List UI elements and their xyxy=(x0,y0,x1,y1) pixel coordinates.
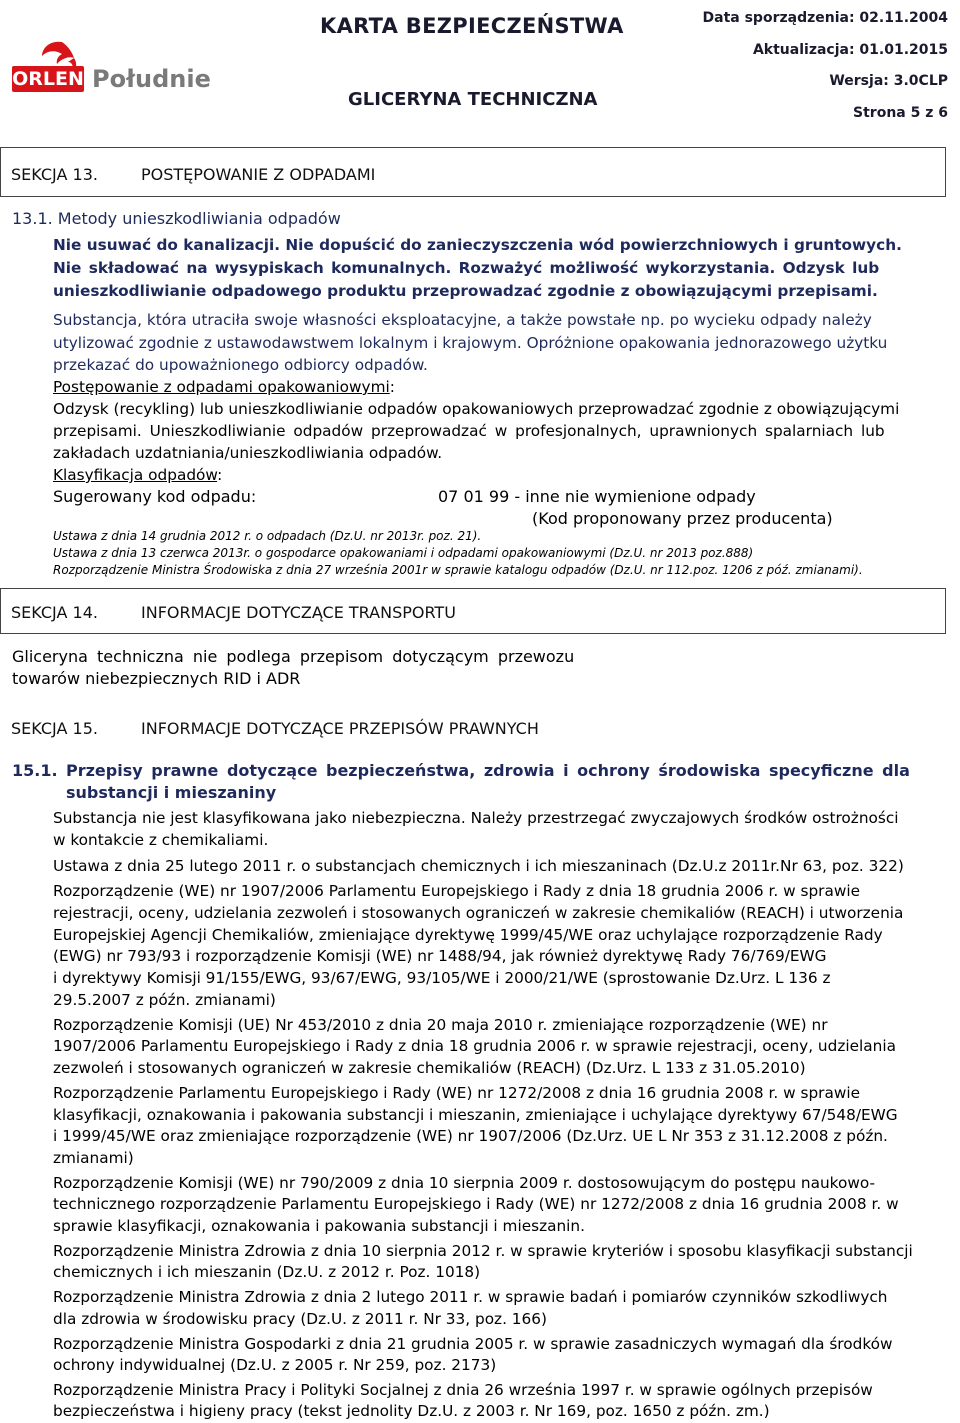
regulation-line: zmianami) xyxy=(53,1149,134,1167)
regulation-line: chemicznych i ich mieszanin (Dz.U. z 2012 r. Poz. 1018) xyxy=(53,1263,481,1281)
regulation-line: 1907/2006 Parlamentu Europejskiego i Rady z dnia 18 grudnia 2006 r. w sprawie rejestracji, oceny, udzielania xyxy=(53,1037,896,1055)
section-number: SEKCJA 13. xyxy=(11,165,98,184)
regulation-line: Substancja nie jest klasyfikowana jako niebezpieczna. Należy przestrzegać zwyczajowych środków ostrożności xyxy=(53,809,899,827)
update-date: Aktualizacja: 01.01.2015 xyxy=(752,42,948,58)
packaging-text-1: Odzysk (recykling) lub unieszkodliwianie odpadów opakowaniowych przeprowadzać zgodnie z obowiązującymi xyxy=(53,400,900,418)
regulation-line: i dyrektywy Komisji 91/155/EWG, 93/67/EWG, 93/105/WE i 2000/21/WE (sprostowanie Dz.Urz. L 136 z xyxy=(53,969,831,987)
regulation-line: ochrony indywidualnej (Dz.U. z 2005 r. Nr 259, poz. 2173) xyxy=(53,1356,497,1374)
section-number: SEKCJA 15. xyxy=(11,719,98,738)
packaging-text-2: przepisami. Unieszkodliwianie odpadów przeprowadzać w profesjonalnych, uprawnionych spalarniach lub xyxy=(53,422,885,440)
section-title: INFORMACJE DOTYCZĄCE TRANSPORTU xyxy=(141,603,456,622)
regulation-line: bezpieczeństwa i higieny pracy (tekst jednolity Dz.U. z 2003 r. Nr 169, poz. 1650 z późn. zm.) xyxy=(53,1402,770,1420)
regulation-line: Rozporządzenie Ministra Gospodarki z dnia 21 grudnia 2005 r. w sprawie zasadniczych wymagań dla środków xyxy=(53,1335,893,1353)
disposal-text-3: unieszkodliwianie odpadowego produktu przeprowadzać zgodnie z obowiązującymi przepisami. xyxy=(53,282,878,300)
regulation-line: (EWG) nr 793/93 i rozporządzenie Komisji (WE) nr 1488/94, jak również dyrektywę Rady 76/769/EWG xyxy=(53,947,827,965)
orlen-logo xyxy=(12,38,212,98)
regulation-line: technicznego rozporządzenie Parlamentu Europejskiego i Rady (WE) nr 1272/2008 z dnia 16 grudnia 2008 r. w xyxy=(53,1195,899,1213)
substance-text-3: przekazać do upoważnionego odbiorcy odpadów. xyxy=(53,356,428,374)
transport-text-1: Gliceryna techniczna nie podlega przepisom dotyczącym przewozu xyxy=(12,647,575,666)
classification-heading: Klasyfikacja odpadów: xyxy=(53,466,223,484)
regulation-line: Rozporządzenie Ministra Zdrowia z dnia 2 lutego 2011 r. w sprawie badań i pomiarów czynników szkodliwych xyxy=(53,1288,888,1306)
subsection-15-1-title-1: Przepisy prawne dotyczące bezpieczeństwa, zdrowia i ochrony środowiska specyficzne dla xyxy=(66,761,910,780)
section-13-header xyxy=(0,147,946,197)
logo-brand-text: ORLEN xyxy=(12,68,84,90)
transport-text-2: towarów niebezpiecznych RID i ADR xyxy=(12,669,301,688)
regulation-line: Rozporządzenie (WE) nr 1907/2006 Parlamentu Europejskiego i Rady z dnia 18 grudnia 2006 r. w sprawie xyxy=(53,882,861,900)
document-title: KARTA BEZPIECZEŃSTWA xyxy=(320,14,624,38)
waste-code-note: (Kod proponowany przez producenta) xyxy=(532,509,833,528)
disposal-text-2: Nie składować na wysypiskach komunalnych. Rozważyć możliwość wykorzystania. Odzysk lub xyxy=(53,259,880,277)
regulation-line: Rozporządzenie Parlamentu Europejskiego i Rady (WE) nr 1272/2008 z dnia 16 grudnia 2008 r. w sprawie xyxy=(53,1084,861,1102)
version: Wersja: 3.0CLP xyxy=(829,73,948,89)
section-15-header xyxy=(0,704,946,750)
packaging-text-3: zakładach uzdatniania/unieszkodliwiania odpadów. xyxy=(53,444,443,462)
substance-text-2: utylizować zgodnie z ustawodawstwem lokalnym i krajowym. Opróżnione opakowania jednorazowego użytku xyxy=(53,334,888,352)
regulation-line: Europejskiej Agencji Chemikaliów, zmieniające dyrektywę 1999/45/WE oraz uchylające rozporządzenie Rady xyxy=(53,926,883,944)
subsection-15-1-title-2: substancji i mieszaniny xyxy=(66,783,277,802)
page-number: Strona 5 z 6 xyxy=(853,105,948,121)
waste-code-label: Sugerowany kod odpadu: xyxy=(53,487,257,506)
law-reference-2: Ustawa z dnia 13 czerwca 2013r. o gospodarce opakowaniami i odpadami opakowaniowymi (Dz.U. nr 2013 poz.888) xyxy=(53,546,754,560)
packaging-heading: Postępowanie z odpadami opakowaniowymi: xyxy=(53,378,395,396)
regulation-line: w kontakcie z chemikaliami. xyxy=(53,831,269,849)
disposal-text-1: Nie usuwać do kanalizacji. Nie dopuścić do zanieczyszczenia wód powierzchniowych i gruntowych. xyxy=(53,236,902,254)
regulation-line: Rozporządzenie Ministra Zdrowia z dnia 10 sierpnia 2012 r. w sprawie kryteriów i sposobu klasyfikacji substancji xyxy=(53,1242,913,1260)
page-header xyxy=(0,0,960,140)
product-name: GLICERYNA TECHNICZNA xyxy=(348,89,598,110)
substance-text-1: Substancja, która utraciła swoje własności eksploatacyjne, a także powstałe np. po wycieku odpady należy xyxy=(53,311,872,329)
regulation-line: Rozporządzenie Ministra Pracy i Polityki Socjalnej z dnia 26 września 1997 r. w sprawie ogólnych przepisów xyxy=(53,1381,873,1399)
regulation-line: zezwoleń i stosowanych ograniczeń w zakresie chemikaliów (REACH) (Dz.Urz. L 133 z 31.05.2010) xyxy=(53,1059,806,1077)
section-title: POSTĘPOWANIE Z ODPADAMI xyxy=(141,165,376,184)
classification-heading-text: Klasyfikacja odpadów xyxy=(53,466,218,484)
regulation-line: Ustawa z dnia 25 lutego 2011 r. o substancjach chemicznych i ich mieszaninach (Dz.U.z 2011r.Nr 63, poz. 322) xyxy=(53,857,904,875)
regulation-line: i 1999/45/WE oraz zmieniające rozporządzenie (WE) nr 1907/2006 (Dz.Urz. UE L Nr 353 z 31.12.2008 z późn. xyxy=(53,1127,888,1145)
law-reference-3: Rozporządzenie Ministra Środowiska z dnia 27 września 2001r w sprawie katalogu odpadów (Dz.U. nr 112.poz. 1206 z póź. zmianami). xyxy=(53,563,863,577)
law-reference-1: Ustawa z dnia 14 grudnia 2012 r. o odpadach (Dz.U. nr 2013r. poz. 21). xyxy=(53,529,482,543)
regulation-line: dla zdrowia w środowisku pracy (Dz.U. z 2011 r. Nr 33, poz. 166) xyxy=(53,1310,547,1328)
subsection-13-1: 13.1. Metody unieszkodliwiania odpadów xyxy=(12,209,341,228)
logo-sub-text: Południe xyxy=(92,65,211,93)
subsection-15-1-number: 15.1. xyxy=(12,761,58,780)
regulation-line: 29.5.2007 z późn. zmianami) xyxy=(53,991,276,1009)
regulation-line: rejestracji, oceny, udzielania zezwoleń i stosowanych ograniczeń w zakresie chemikaliów (REACH) i utworzenia xyxy=(53,904,904,922)
regulation-line: Rozporządzenie Komisji (UE) Nr 453/2010 z dnia 20 maja 2010 r. zmieniające rozporządzenie (WE) nr xyxy=(53,1016,828,1034)
section-14-header xyxy=(0,588,946,634)
regulation-line: klasyfikacji, oznakowania i pakowania substancji i mieszanin, zmieniające i uchylające dyrektywy 67/548/EWG xyxy=(53,1106,898,1124)
section-number: SEKCJA 14. xyxy=(11,603,98,622)
regulation-line: Rozporządzenie Komisji (WE) nr 790/2009 z dnia 10 sierpnia 2009 r. dostosowującym do postępu naukowo- xyxy=(53,1174,876,1192)
logo-brand-box xyxy=(12,66,84,92)
waste-code-value: 07 01 99 - inne nie wymienione odpady xyxy=(438,487,756,506)
section-title: INFORMACJE DOTYCZĄCE PRZEPISÓW PRAWNYCH xyxy=(141,719,539,738)
date-created: Data sporządzenia: 02.11.2004 xyxy=(702,10,948,26)
packaging-heading-text: Postępowanie z odpadami opakowaniowymi xyxy=(53,378,390,396)
regulation-line: sprawie klasyfikacji, oznakowania i pakowania substancji i mieszanin. xyxy=(53,1217,585,1235)
